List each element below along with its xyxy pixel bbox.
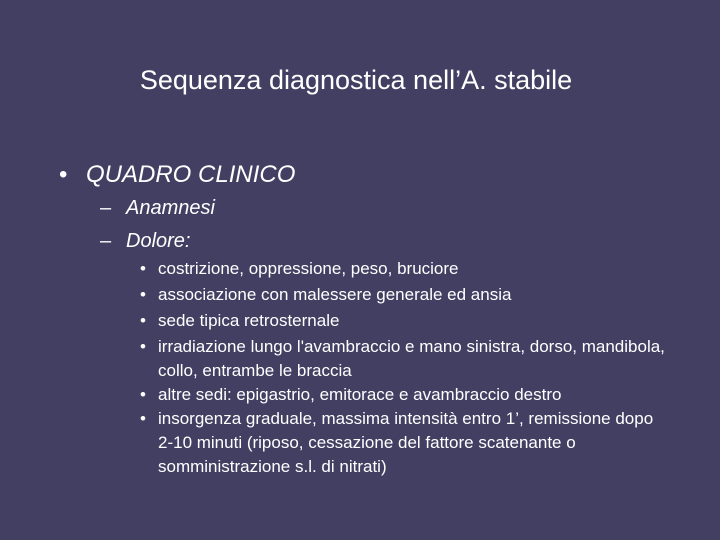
pain-item <box>140 309 670 333</box>
bullet-icon: • <box>59 161 68 188</box>
pain-item <box>140 335 670 383</box>
pain-item <box>140 283 670 307</box>
section-label: QUADRO CLINICO <box>86 161 296 188</box>
pain-item-text: irradiazione lungo l'avambraccio e mano sinistra, dorso, mandibola, collo, entrambe le braccia <box>158 337 665 380</box>
subitem-dolore <box>100 227 190 255</box>
subitem-label: Dolore: <box>126 230 191 252</box>
subitem-anamnesi <box>100 194 215 222</box>
section-item <box>59 160 295 190</box>
subitem-label: Anamnesi <box>126 197 215 219</box>
pain-item <box>140 383 670 407</box>
pain-item-text: altre sedi: epigastrio, emitorace e avambraccio destro <box>158 385 562 404</box>
bullet-icon: • <box>140 337 146 356</box>
pain-item-text: sede tipica retrosternale <box>158 311 340 330</box>
bullet-icon: • <box>140 311 146 330</box>
bullet-icon: • <box>140 409 146 428</box>
pain-item-text: associazione con malessere generale ed ansia <box>158 285 512 304</box>
bullet-icon: • <box>140 385 146 404</box>
pain-item <box>140 407 670 479</box>
bullet-icon: • <box>140 285 146 304</box>
pain-item <box>140 257 670 281</box>
dash-icon: – <box>100 230 112 252</box>
pain-item-text: insorgenza graduale, massima intensità entro 1’, remissione dopo 2-10 minuti (riposo, cessazione del fattore scatenante o somministrazione s.l. di nitrati) <box>158 409 654 476</box>
bullet-icon: • <box>140 259 146 278</box>
pain-item-text: costrizione, oppressione, peso, bruciore <box>158 259 459 278</box>
dash-icon: – <box>100 197 112 219</box>
slide-title: Sequenza diagnostica nell’A. stabile <box>139 65 573 95</box>
